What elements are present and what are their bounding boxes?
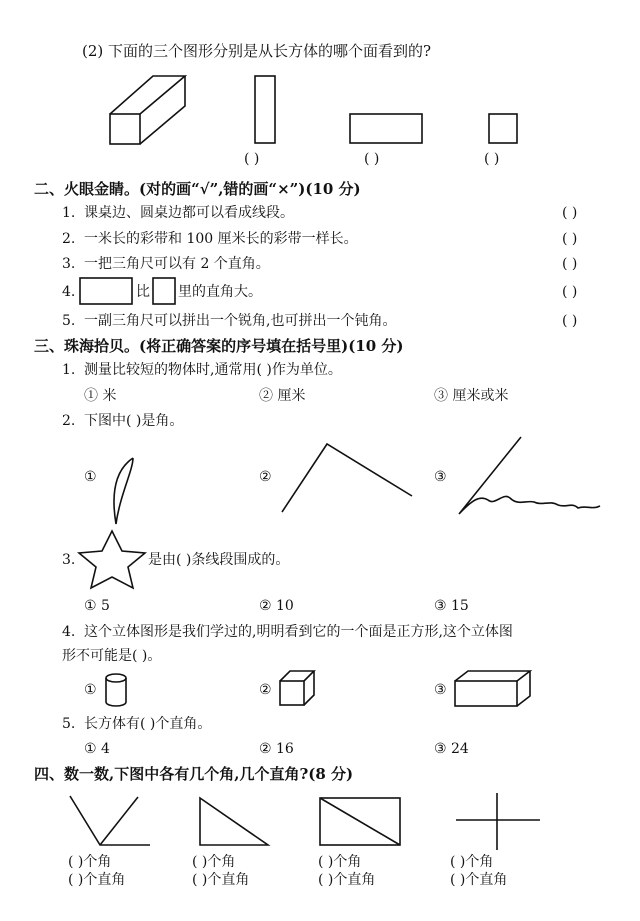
s2-item5-blank[interactable]: ( ) [562, 313, 578, 329]
s3-q1-opt2: ② 厘米 [259, 388, 306, 404]
s2-item4-num: 4. [62, 284, 76, 300]
s3-q5-num: 5. [62, 716, 76, 732]
s2-item4-box-a [80, 278, 132, 304]
s3-q1-num: 1. [62, 362, 76, 378]
star-figure [79, 531, 145, 588]
fig4-3-angles[interactable]: ( )个角 [318, 854, 362, 870]
figure-wavy-angle [459, 437, 600, 514]
s2-item2-num: 2. [62, 231, 76, 247]
s2-item4-blank[interactable]: ( ) [562, 284, 578, 300]
s3-q2-num: 2. [62, 413, 76, 429]
section3-title: 三、珠海拾贝。(将正确答案的序号填在括号里)(10 分) [34, 337, 404, 355]
s2-item5-num: 5. [62, 313, 76, 329]
s2-item2-blank[interactable]: ( ) [562, 231, 578, 247]
fig4-1-angles[interactable]: ( )个角 [68, 854, 112, 870]
view-blank-2[interactable]: ( ) [364, 151, 380, 167]
cylinder-figure [106, 674, 126, 706]
view-blank-1[interactable]: ( ) [244, 151, 260, 167]
s3-q1-opt3: ③ 厘米或米 [434, 388, 509, 404]
s2-item4-end: 里的直角大。 [178, 284, 262, 300]
s3-q5-opt3: ③ 24 [434, 741, 469, 757]
section2-title: 二、火眼金睛。(对的画“√”,错的画“×”)(10 分) [34, 180, 361, 198]
figure-angle [282, 444, 412, 512]
s3-q5-opt2: ② 16 [259, 741, 294, 757]
s3-q2-label1: ① [84, 469, 97, 485]
s3-q5-text: 长方体有( )个直角。 [84, 716, 212, 732]
s2-item1-blank[interactable]: ( ) [562, 205, 578, 221]
s2-item3-num: 3. [62, 256, 76, 272]
figure-curve-angle [114, 458, 133, 524]
s2-item3-blank[interactable]: ( ) [562, 256, 578, 272]
fig4-3-right-angles[interactable]: ( )个直角 [318, 872, 376, 888]
s2-item1-num: 1. [62, 205, 76, 221]
s3-q3-opt2: ② 10 [259, 598, 294, 614]
s3-q1-text: 测量比较短的物体时,通常用( )作为单位。 [84, 362, 342, 378]
s2-item4-box-b [153, 278, 175, 304]
q2-prompt: (2) 下面的三个图形分别是从长方体的哪个面看到的? [82, 42, 432, 60]
view-square [489, 114, 517, 143]
view-blank-3[interactable]: ( ) [484, 151, 500, 167]
s3-q3-text: 是由( )条线段围成的。 [148, 552, 290, 568]
fig4-4-angles[interactable]: ( )个角 [450, 854, 494, 870]
fig4-angles [70, 796, 150, 845]
cuboid-drawing [110, 76, 185, 144]
s3-q4-label1: ① [84, 682, 97, 698]
s2-item3-text: 一把三角尺可以有 2 个直角。 [84, 256, 270, 272]
s3-q2-text: 下图中( )是角。 [84, 413, 184, 429]
s3-q4-label3: ③ [434, 682, 447, 698]
fig4-rect-diagonal [320, 798, 400, 845]
s2-item4-mid: 比 [136, 284, 150, 300]
s3-q5-opt1: ① 4 [84, 741, 110, 757]
view-wide-rect [350, 114, 422, 143]
section4-title: 四、数一数,下图中各有几个角,几个直角?(8 分) [34, 765, 354, 783]
view-tall-rect [255, 76, 275, 143]
fig4-4-right-angles[interactable]: ( )个直角 [450, 872, 508, 888]
s3-q1-opt1: ① 米 [84, 388, 117, 404]
fig4-cross [456, 793, 540, 850]
s3-q2-label2: ② [259, 469, 272, 485]
fig4-1-right-angles[interactable]: ( )个直角 [68, 872, 126, 888]
cuboid-figure [455, 671, 530, 706]
s3-q4-line1: 这个立体图形是我们学过的,明明看到它的一个面是正方形,这个立体图 [84, 624, 513, 640]
s3-q3-opt1: ① 5 [84, 598, 110, 614]
s3-q4-num: 4. [62, 624, 76, 640]
s2-item2-text: 一米长的彩带和 100 厘米长的彩带一样长。 [84, 231, 358, 247]
s3-q3-opt3: ③ 15 [434, 598, 469, 614]
s3-q4-line2: 形不可能是( )。 [62, 648, 162, 664]
s3-q2-label3: ③ [434, 469, 447, 485]
fig4-2-right-angles[interactable]: ( )个直角 [192, 872, 250, 888]
fig4-2-angles[interactable]: ( )个角 [192, 854, 236, 870]
fig4-triangle [200, 798, 268, 845]
s2-item5-text: 一副三角尺可以拼出一个锐角,也可拼出一个钝角。 [84, 313, 397, 329]
s3-q4-label2: ② [259, 682, 272, 698]
cube-figure [280, 671, 314, 705]
s2-item1-text: 课桌边、圆桌边都可以看成线段。 [84, 205, 294, 221]
s3-q3-num: 3. [62, 552, 76, 568]
